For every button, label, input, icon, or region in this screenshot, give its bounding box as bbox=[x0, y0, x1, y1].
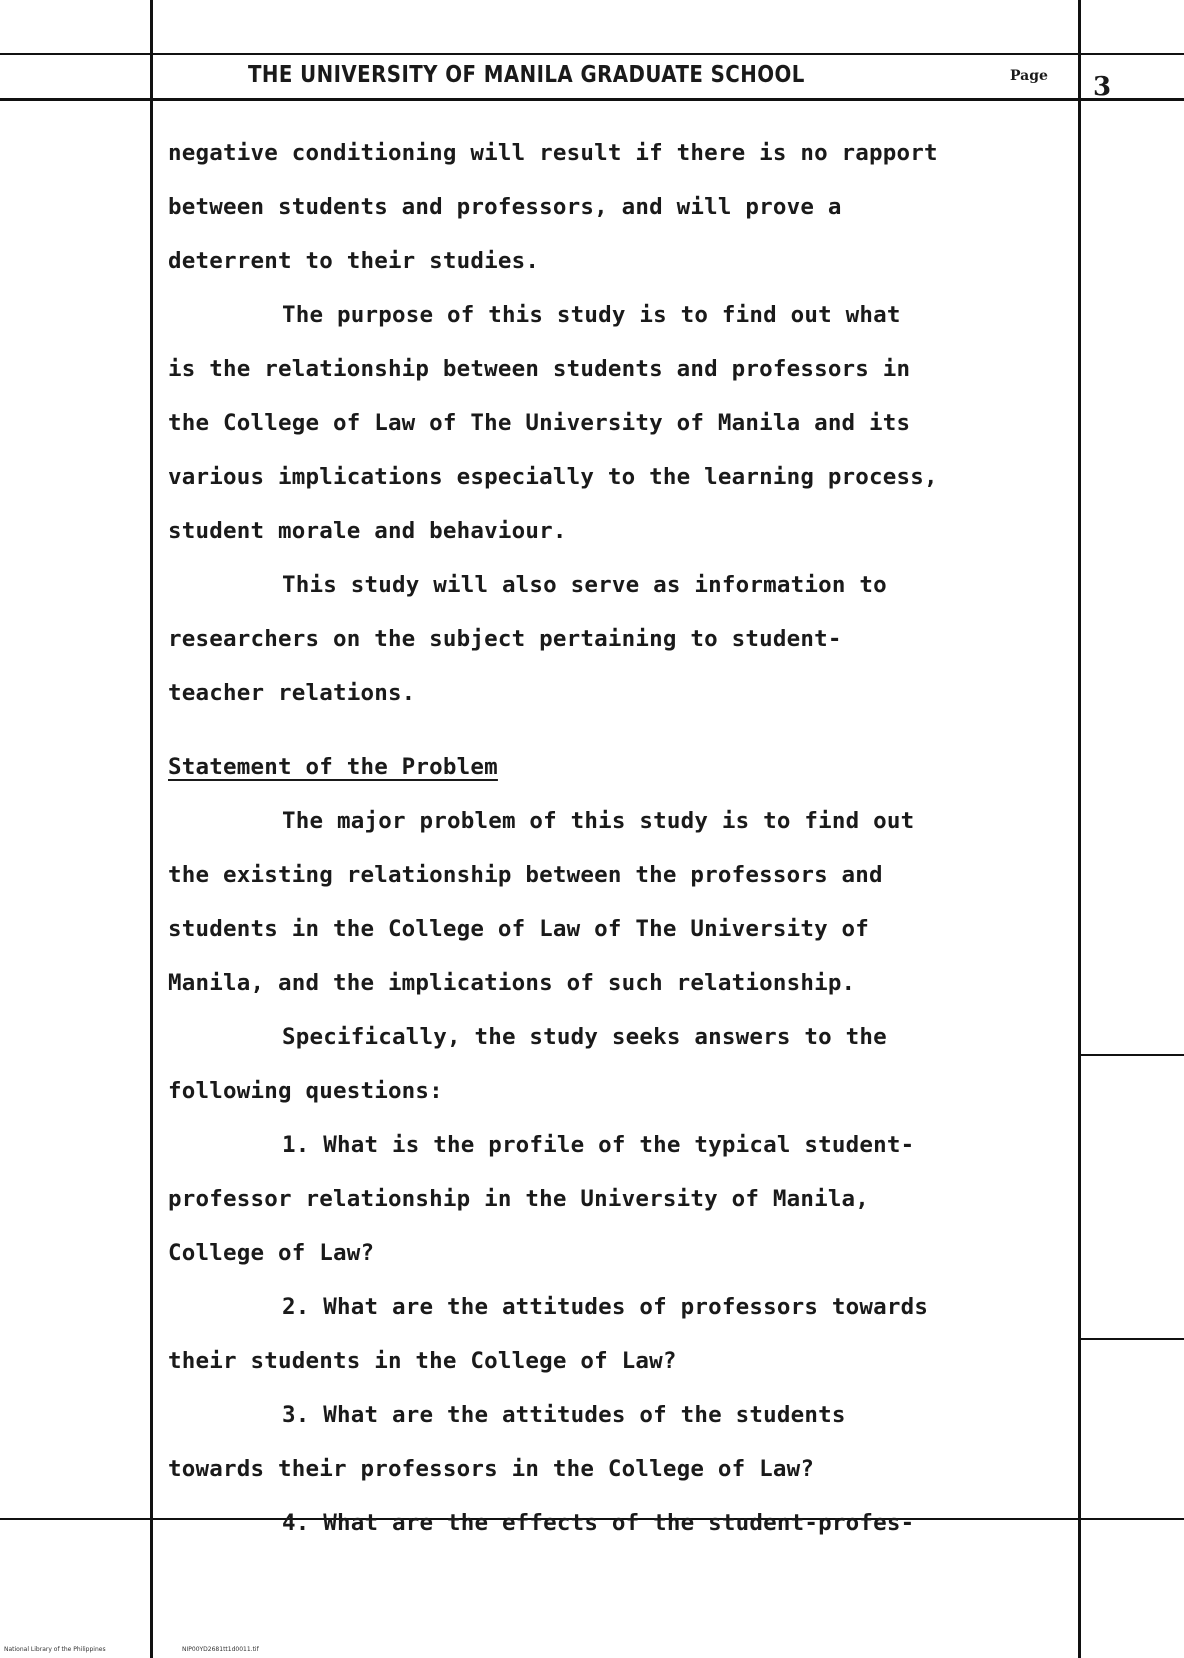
text-line: following questions: bbox=[168, 1078, 443, 1104]
text-line: This study will also serve as information to bbox=[282, 572, 887, 598]
header-title: THE UNIVERSITY OF MANILA GRADUATE SCHOOL bbox=[248, 62, 805, 88]
text-line: the College of Law of The University of Manila and its bbox=[168, 410, 911, 436]
text-line: student morale and behaviour. bbox=[168, 518, 567, 544]
text-line: researchers on the subject pertaining to student- bbox=[168, 626, 842, 652]
left-margin-rule bbox=[150, 0, 153, 1658]
text-line: towards their professors in the College of Law? bbox=[168, 1456, 815, 1482]
text-line: students in the College of Law of The University of bbox=[168, 916, 870, 942]
text-line: is the relationship between students and professors in bbox=[168, 356, 911, 382]
text-line: between students and professors, and will prove a bbox=[168, 194, 842, 220]
text-line: deterrent to their studies. bbox=[168, 248, 540, 274]
text-line: teacher relations. bbox=[168, 680, 416, 706]
file-id: NIP00YD2681tt1d0011.tif bbox=[182, 1646, 259, 1653]
question-item: 3. What are the attitudes of the students bbox=[282, 1402, 846, 1428]
question-item: 2. What are the attitudes of professors towards bbox=[282, 1294, 929, 1320]
text-line: The major problem of this study is to find out bbox=[282, 808, 915, 834]
frame-top-rule bbox=[0, 53, 1184, 55]
right-tab-rule-2 bbox=[1081, 1338, 1184, 1340]
library-credit: National Library of the Philippines bbox=[4, 1646, 106, 1653]
text-line: various implications especially to the learning process, bbox=[168, 464, 938, 490]
page-label: Page bbox=[1010, 68, 1048, 84]
paragraph-gap bbox=[168, 720, 1088, 740]
text-line: Specifically, the study seeks answers to the bbox=[282, 1024, 887, 1050]
text-line: their students in the College of Law? bbox=[168, 1348, 677, 1374]
text-line: the existing relationship between the professors and bbox=[168, 862, 883, 888]
text-line: College of Law? bbox=[168, 1240, 375, 1266]
page-number: 3 bbox=[1093, 72, 1112, 102]
right-tab-rule-1 bbox=[1081, 1054, 1184, 1056]
text-line: professor relationship in the University of Manila, bbox=[168, 1186, 870, 1212]
text-line: The purpose of this study is to find out what bbox=[282, 302, 901, 328]
text-line: negative conditioning will result if there is no rapport bbox=[168, 140, 938, 166]
body-text bbox=[168, 126, 1088, 1550]
header-bottom-rule bbox=[0, 98, 1184, 101]
question-item: 1. What is the profile of the typical student- bbox=[282, 1132, 915, 1158]
question-item: 4. What are the effects of the student-profes- bbox=[282, 1510, 915, 1536]
section-heading: Statement of the Problem bbox=[168, 754, 498, 780]
text-line: Manila, and the implications of such relationship. bbox=[168, 970, 856, 996]
